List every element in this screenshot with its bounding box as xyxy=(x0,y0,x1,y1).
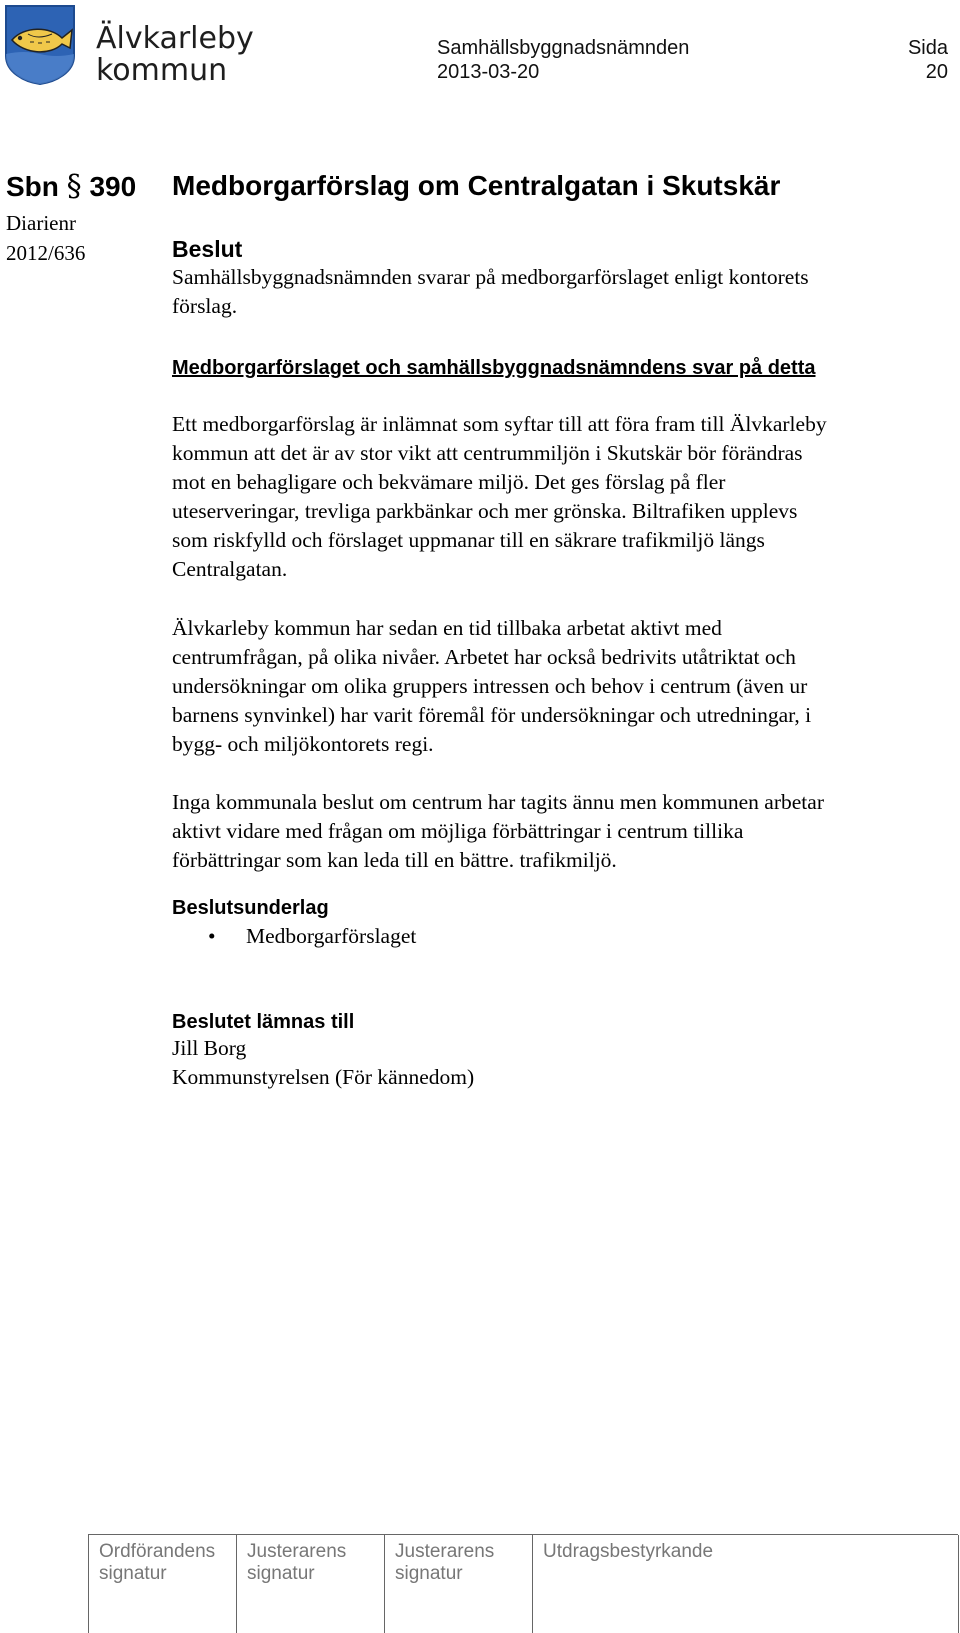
diarienr-label: Diarienr xyxy=(6,211,76,235)
text-line: aktivt vidare med frågan om möjliga förbättringar i centrum tillika xyxy=(172,819,744,843)
section-number-value: 390 xyxy=(89,171,137,202)
diarienr-value: 2012/636 xyxy=(6,241,86,265)
answer-paragraph-1 xyxy=(172,410,942,584)
text-line: barnens synvinkel) har varit föremål för undersökningar och utredningar, i xyxy=(172,703,812,727)
signature-cell-utdragsbestyrkande xyxy=(532,1535,959,1633)
logo-wordmark-line2: kommun xyxy=(96,53,228,88)
text-line: kommun att det är av stor vikt att centrummiljön i Skutskär bör förändras xyxy=(172,441,803,465)
committee-name: Samhällsbyggnadsnämnden xyxy=(437,37,690,59)
signature-label-line: signatur xyxy=(247,1563,315,1584)
text-line: centrumfrågan, på olika nivåer. Arbetet har också bedrivits utåtriktat och xyxy=(172,645,796,669)
text-line: bygg- och miljökontorets regi. xyxy=(172,732,434,756)
text-line: Ett medborgarförslag är inlämnat som syftar till att föra fram till Älvkarleby xyxy=(172,412,827,436)
meeting-date: 2013-03-20 xyxy=(437,61,540,83)
underlag-list-item xyxy=(172,922,416,951)
signature-label xyxy=(247,1541,346,1585)
coat-of-arms-fish-icon xyxy=(4,4,76,86)
signature-label-line: Utdragsbestyrkande xyxy=(543,1541,714,1562)
signature-label-line: signatur xyxy=(99,1563,167,1584)
signature-cell-justerare-2 xyxy=(384,1535,533,1633)
answer-paragraph-2 xyxy=(172,614,942,759)
text-line: Inga kommunala beslut om centrum har tagits ännu men kommunen arbetar xyxy=(172,790,824,814)
recipient-item: Jill Borg xyxy=(172,1036,247,1060)
recipients-list xyxy=(172,1034,942,1092)
underlag-item-text: Medborgarförslaget xyxy=(246,924,417,948)
recipients-heading: Beslutet lämnas till xyxy=(172,1011,355,1033)
signature-label-line: Justerarens xyxy=(247,1541,347,1562)
text-line: mot en behagligare och bekvämare miljö. Det ges förslag på fler xyxy=(172,470,726,494)
text-line: förslag. xyxy=(172,294,238,318)
beslut-text xyxy=(172,263,942,321)
logo-wordmark-line1: Älvkarleby xyxy=(96,21,254,56)
underlag-heading: Beslutsunderlag xyxy=(172,897,329,919)
text-line: Älvkarleby kommun har sedan en tid tillbaka arbetat aktivt med xyxy=(172,616,722,640)
section-title: Medborgarförslag om Centralgatan i Skutskär xyxy=(172,170,781,201)
signature-table xyxy=(88,1534,958,1633)
signature-label xyxy=(395,1541,494,1585)
bullet-icon: • xyxy=(208,924,216,948)
page-label: Sida xyxy=(907,37,948,59)
text-line: som riskfylld och förslaget uppmanar till en säkrare trafikmiljö längs xyxy=(172,528,765,552)
signature-label xyxy=(99,1541,215,1585)
section-prefix: Sbn xyxy=(6,171,59,202)
text-line: förbättringar som kan leda till en bättre. trafikmiljö. xyxy=(172,848,617,872)
signature-cell-ordforande xyxy=(88,1535,237,1633)
text-line: uteserveringar, trevliga parkbänkar och mer grönska. Biltrafiken upplevs xyxy=(172,499,798,523)
text-line: Centralgatan. xyxy=(172,557,288,581)
text-line: Samhällsbyggnadsnämnden svarar på medborgarförslaget enligt kontorets xyxy=(172,265,809,289)
answer-heading: Medborgarförslaget och samhällsbyggnadsnämndens svar på detta xyxy=(172,357,816,379)
signature-label-line: Ordförandens xyxy=(99,1541,216,1562)
text-line: undersökningar om olika gruppers intressen och behov i centrum (även ur xyxy=(172,674,808,698)
paragraph-symbol: § xyxy=(66,169,82,204)
recipient-item: Kommunstyrelsen (För kännedom) xyxy=(172,1065,475,1089)
signature-cell-justerare-1 xyxy=(236,1535,385,1633)
signature-label-line: Justerarens xyxy=(395,1541,495,1562)
signature-label xyxy=(543,1541,713,1563)
page-number: 20 xyxy=(925,61,948,83)
answer-paragraph-3 xyxy=(172,788,942,875)
signature-label-line: signatur xyxy=(395,1563,463,1584)
beslut-heading: Beslut xyxy=(172,236,243,262)
section-number xyxy=(6,169,137,204)
